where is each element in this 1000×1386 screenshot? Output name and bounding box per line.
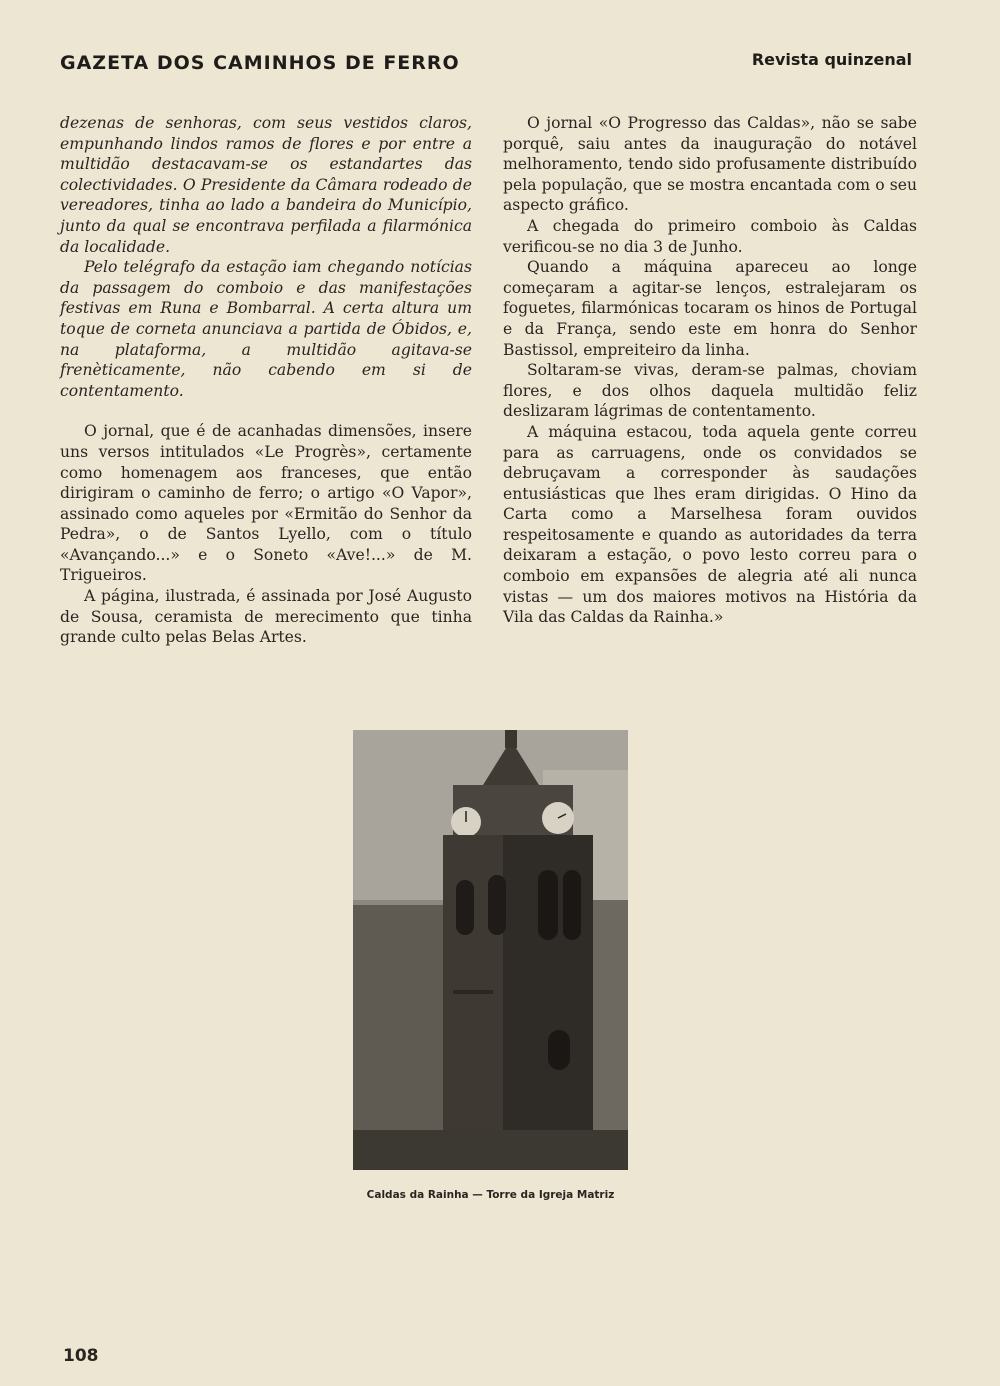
right-column	[503, 113, 917, 628]
photo-caption: Caldas da Rainha — Torre da Igreja Matriz	[366, 1189, 615, 1201]
publication-subtitle: Revista quinzenal	[751, 50, 912, 69]
left-column	[60, 113, 472, 648]
church-tower-photo	[353, 730, 628, 1170]
publication-title: GAZETA DOS CAMINHOS DE FERRO	[60, 52, 460, 74]
page-number: 108	[63, 1346, 99, 1366]
paragraph: O jornal «O Progresso das Caldas», não se sabe porquê, saiu antes da inauguração do notável melhoramento, tendo sido profusamente distribuído pela população, que se mostra encantada com o seu aspecto gráfico.	[503, 114, 917, 215]
paragraph: A chegada do primeiro comboio às Caldas verificou-se no dia 3 de Junho.	[503, 216, 917, 256]
church-tower-illustration	[353, 730, 628, 1170]
paragraph: Soltaram-se vivas, deram-se palmas, choviam flores, e dos olhos daquela multidão feliz deslizaram lágrimas de contentamento.	[503, 361, 917, 421]
paragraph: Quando a máquina apareceu ao longe começaram a agitar-se lenços, estralejaram os foguetes, filarmónicas tocaram os hinos de Portugal e da França, sendo este em honra do Senhor Bastissol, empreiteiro da linha.	[503, 258, 917, 359]
paragraph: O jornal, que é de acanhadas dimensões, insere uns versos intitulados «Le Progrès», certamente como homenagem aos franceses, que então dirigiram o caminho de ferro; o artigo «O Vapor», assinado como aqueles por «Ermitão do Senhor da Pedra», o de Santos Lyello, com o título «Avançando...» e o Soneto «Ave!...» de M. Trigueiros.	[60, 422, 472, 585]
paragraph: Pelo telégrafo da estação iam chegando notícias da passagem do comboio e das manifestações festivas em Runa e Bombarral. A certa altura um toque de corneta anunciava a partida de Óbidos, e, na plataforma, a multidão agitava-se frenèticamente, não cabendo em si de contentamento.	[60, 258, 472, 400]
paragraph: A página, ilustrada, é assinada por José Augusto de Sousa, ceramista de merecimento que tinha grande culto pelas Belas Artes.	[60, 587, 472, 647]
paragraph: dezenas de senhoras, com seus vestidos claros, empunhando lindos ramos de flores e por entre a multidão destacavam-se os estandartes das colectividades. O Presidente da Câmara rodeado de vereadores, tinha ao lado a bandeira do Município, junto da qual se encontrava perfilada a filarmónica da localidade.	[60, 114, 472, 256]
paragraph: A máquina estacou, toda aquela gente correu para as carruagens, onde os convidados se debruçavam a corresponder às saudações entusiásticas que lhes eram dirigidas. O Hino da Carta como a Marselhesa foram ouvidos respeitosamente e quando as autoridades da terra deixaram a estação, o povo lesto correu para o comboio em expansões de alegria até ali nunca vistas — um dos maiores motivos na História da Vila das Caldas da Rainha.»	[503, 422, 917, 627]
